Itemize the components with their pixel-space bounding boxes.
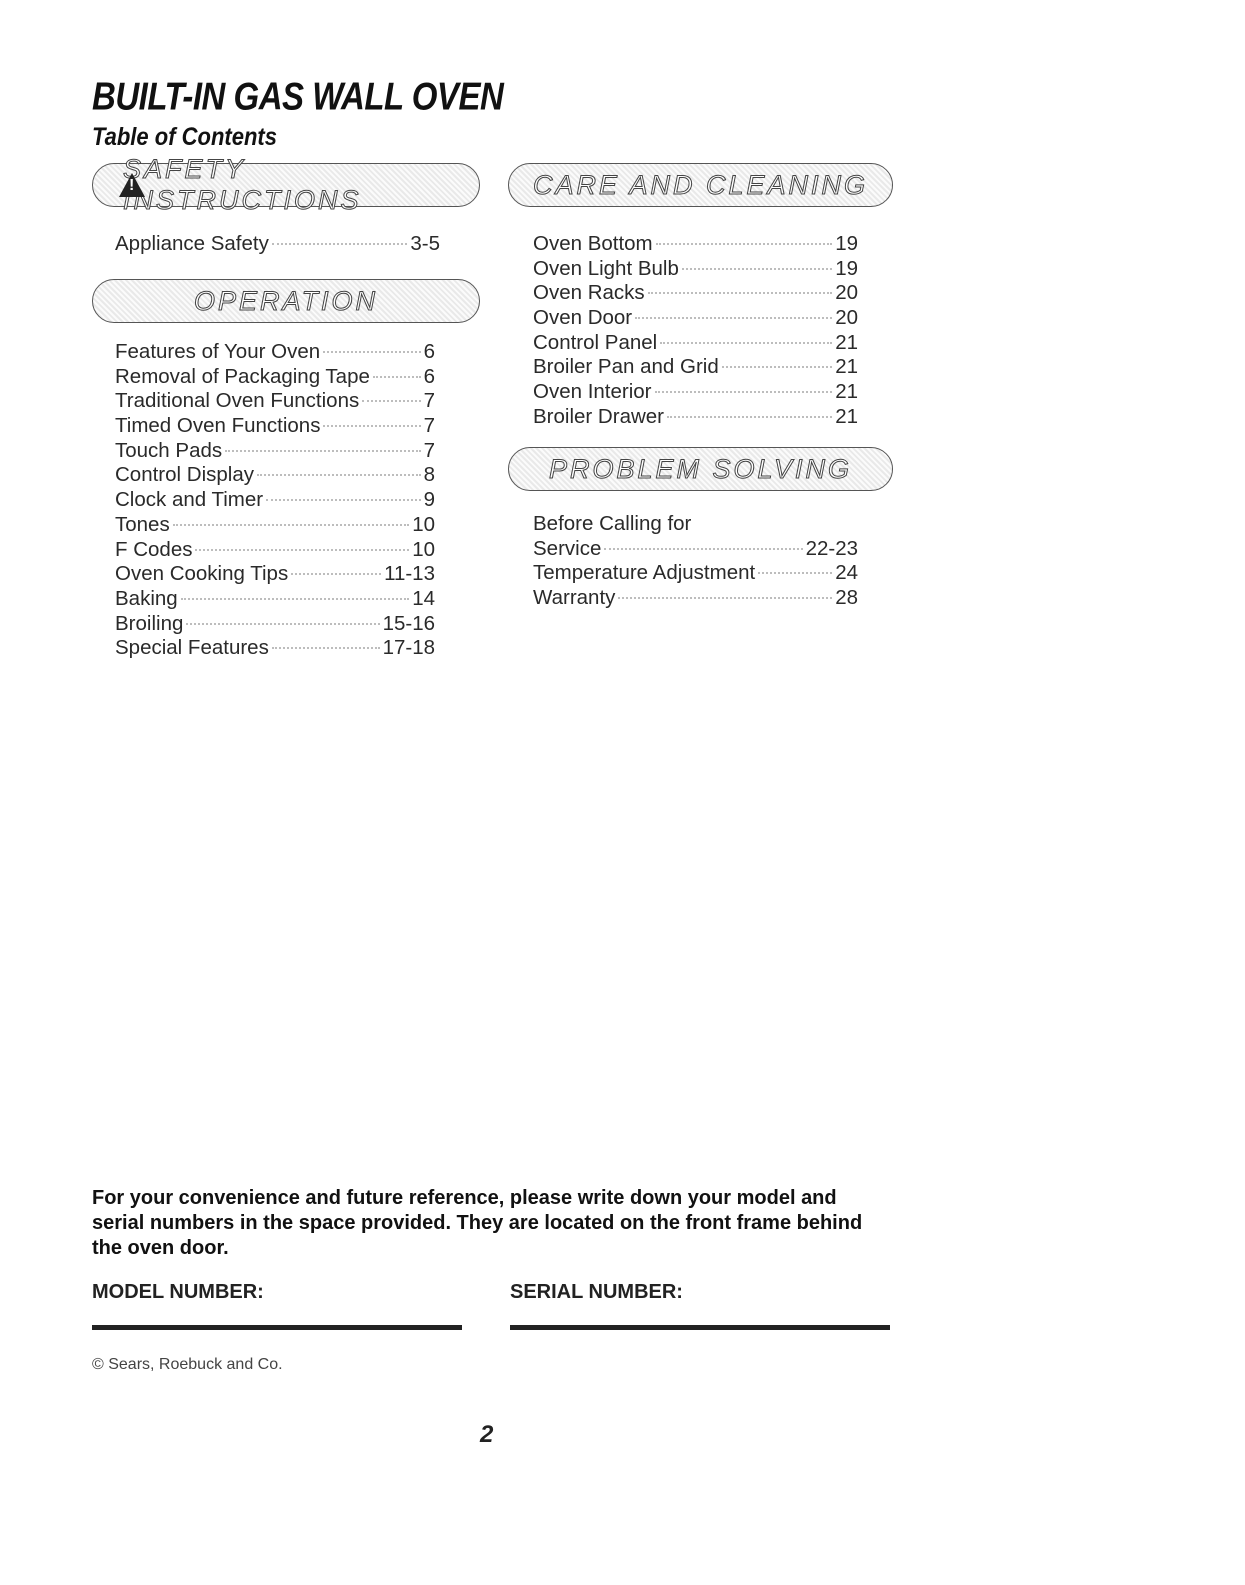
toc-entry	[115, 636, 435, 661]
operation-banner	[92, 279, 480, 323]
dot-leader	[225, 450, 420, 452]
toc-entry-title: Touch Pads	[115, 438, 223, 462]
problem-solving-banner	[508, 447, 893, 491]
safety-toc-list	[115, 232, 440, 257]
toc-entry	[533, 232, 858, 257]
dot-leader	[272, 647, 380, 649]
toc-entry-title: Before Calling for	[533, 512, 692, 535]
dot-leader	[648, 292, 833, 294]
toc-entry-title: Traditional Oven Functions	[115, 389, 360, 413]
toc-entry	[533, 405, 858, 430]
toc-entry	[533, 257, 858, 282]
toc-entry-title: Oven Interior	[533, 380, 652, 404]
toc-entry	[533, 586, 858, 611]
toc-entry-title: Service	[533, 536, 602, 560]
toc-entry-title: Broiler Drawer	[533, 404, 664, 428]
dot-leader	[362, 400, 420, 402]
toc-entry-page: 7	[423, 438, 435, 462]
toc-entry-page: 7	[423, 414, 435, 438]
toc-entry-page: 19	[835, 256, 858, 280]
toc-entry	[115, 587, 435, 612]
toc-entry-title: Features of Your Oven	[115, 340, 321, 363]
toc-entry-page: 24	[835, 561, 858, 585]
dot-leader	[323, 351, 420, 353]
toc-entry	[115, 562, 435, 587]
toc-entry	[115, 389, 435, 414]
copyright-notice: © Sears, Roebuck and Co.	[92, 1356, 283, 1373]
toc-entry	[533, 306, 858, 331]
toc-entry	[115, 463, 435, 488]
toc-entry-page: 14	[412, 586, 435, 610]
operation-banner-label: OPERATION	[193, 285, 379, 316]
toc-entry	[533, 380, 858, 405]
toc-entry-title: Oven Light Bulb	[533, 256, 679, 280]
toc-entry-title: Broiling	[115, 611, 184, 635]
toc-entry-title: Baking	[115, 586, 178, 610]
toc-heading: Table of Contents	[92, 122, 277, 151]
toc-entry-page: 22-23	[805, 536, 858, 560]
page-number: 2	[480, 1421, 494, 1448]
toc-entry-title: Special Features	[115, 636, 269, 660]
toc-entry-page: 21	[835, 330, 858, 354]
toc-entry-page: 21	[835, 404, 858, 428]
toc-entry-page: 28	[835, 586, 858, 610]
toc-entry-title: Warranty	[533, 586, 616, 610]
document-title: BUILT-IN GAS WALL OVEN	[92, 74, 504, 118]
toc-entry	[115, 538, 435, 563]
care-and-cleaning-banner	[508, 163, 893, 207]
dot-leader	[758, 572, 832, 574]
toc-entry-title: Control Display	[115, 463, 254, 487]
toc-entry	[533, 561, 858, 586]
toc-entry-page: 9	[423, 488, 435, 512]
dot-leader	[655, 391, 833, 393]
operation-toc-list	[115, 340, 435, 661]
toc-entry	[533, 355, 858, 380]
problem-toc-list	[533, 512, 858, 611]
dot-leader	[186, 623, 379, 625]
toc-entry	[115, 365, 435, 390]
toc-entry	[115, 414, 435, 439]
toc-entry-page: 20	[835, 281, 858, 305]
toc-entry-title: Oven Door	[533, 306, 633, 330]
dot-leader	[722, 366, 832, 368]
toc-entry-title: Appliance Safety	[115, 232, 269, 255]
toc-entry-title: Oven Racks	[533, 281, 645, 305]
toc-entry-page: 3-5	[410, 232, 440, 255]
toc-entry-title: Oven Bottom	[533, 232, 653, 255]
toc-entry-page: 21	[835, 380, 858, 404]
toc-entry	[533, 537, 858, 562]
toc-entry	[533, 331, 858, 356]
model-number-line	[92, 1325, 462, 1330]
dot-leader	[272, 243, 408, 245]
toc-entry	[115, 488, 435, 513]
serial-instructions-text: For your convenience and future reference, please write down your model and serial numbers in the space provided. They are located on the front frame behind the oven door.	[92, 1187, 863, 1259]
dot-leader	[667, 416, 832, 418]
toc-entry-page: 19	[835, 232, 858, 255]
dot-leader	[257, 474, 421, 476]
care-toc-list	[533, 232, 858, 430]
dot-leader	[682, 268, 832, 270]
toc-entry-page: 17-18	[382, 636, 435, 660]
dot-leader	[173, 524, 409, 526]
toc-entry-title: Temperature Adjustment	[533, 561, 756, 585]
toc-entry-title: Broiler Pan and Grid	[533, 355, 719, 379]
dot-leader	[266, 499, 420, 501]
care-banner-label: CARE AND CLEANING	[532, 169, 869, 200]
dot-leader	[656, 243, 833, 245]
dot-leader	[195, 549, 409, 551]
dot-leader	[323, 425, 420, 427]
dot-leader	[635, 317, 832, 319]
serial-number-line	[510, 1325, 890, 1330]
safety-banner-label: SAFETY INSTRUCTIONS	[123, 154, 362, 215]
toc-entry	[115, 612, 435, 637]
toc-entry-title: Clock and Timer	[115, 488, 264, 512]
toc-entry	[115, 439, 435, 464]
problem-banner-label: PROBLEM SOLVING	[548, 453, 853, 484]
dot-leader	[604, 548, 802, 550]
toc-entry	[115, 340, 435, 365]
toc-entry-page: 11-13	[384, 562, 435, 586]
toc-entry-page: 7	[423, 389, 435, 413]
toc-entry	[115, 232, 440, 257]
safety-instructions-banner	[92, 154, 480, 215]
dot-leader	[373, 376, 421, 378]
toc-entry	[115, 513, 435, 538]
toc-entry-page: 10	[412, 537, 435, 561]
dot-leader	[181, 598, 410, 600]
toc-entry-page: 21	[835, 355, 858, 379]
dot-leader	[660, 342, 832, 344]
toc-entry-page: 15-16	[382, 611, 435, 635]
toc-entry-title: Oven Cooking Tips	[115, 562, 289, 586]
toc-entry	[533, 281, 858, 306]
toc-entry-page: 10	[412, 512, 435, 536]
toc-entry-page: 20	[835, 306, 858, 330]
toc-entry-page: 6	[423, 364, 435, 388]
model-number-label: MODEL NUMBER:	[92, 1281, 264, 1303]
dot-leader	[618, 597, 832, 599]
serial-number-label: SERIAL NUMBER:	[510, 1281, 683, 1303]
toc-entry-page: 8	[423, 463, 435, 487]
toc-entry-title: Tones	[115, 512, 170, 536]
toc-entry-title: Removal of Packaging Tape	[115, 364, 370, 388]
warning-triangle-icon	[119, 173, 145, 197]
dot-leader	[291, 573, 381, 575]
toc-entry-title: Timed Oven Functions	[115, 414, 321, 438]
toc-entry-page: 6	[423, 340, 435, 363]
toc-entry-title: Control Panel	[533, 330, 658, 354]
toc-entry-title: F Codes	[115, 537, 193, 561]
toc-entry	[533, 512, 858, 537]
